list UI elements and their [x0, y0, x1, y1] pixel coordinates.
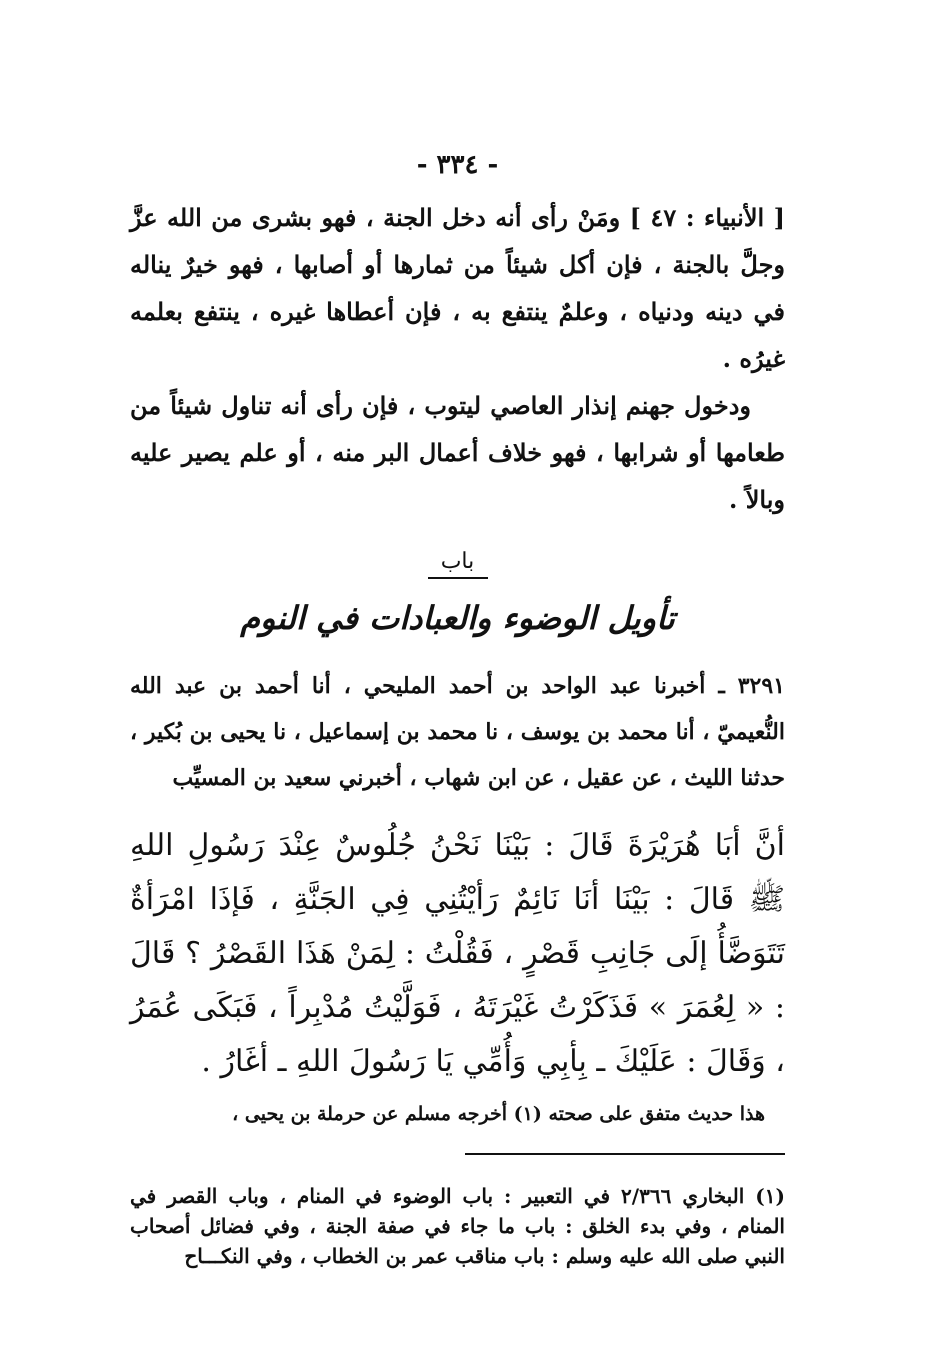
book-page	[130, 150, 785, 1271]
page-number: - ٣٣٤ -	[416, 150, 499, 180]
chapter-title: تأويل الوضوء والعبادات في النوم	[240, 599, 675, 637]
footnote: (١) البخاري ٢/٣٦٦ في التعبير : باب الوضوء في المنام ، وباب القصر في المنام ، وفي بدء الخلق : باب ما جاء في صفة الجنة ، وفي فضائل أصحاب النبي صلى الله عليه وسلم : باب مناقب عمر بن الخطاب ، وفي النكـــاح	[130, 1184, 785, 1268]
section-label-underline	[428, 577, 488, 579]
hadith-text: أنَّ أبَا هُرَيْرَةَ قَالَ : بَيْنَا نَحْنُ جُلُوسٌ عِنْدَ رَسُولِ اللهِ ﷺ قَالَ : بَيْنَا أنَا نَائِمٌ رَأيْتُنِي فِي الجَنَّةِ ، فَإذَا امْرَأةٌ تَتَوَضَّأُ إلَى جَانِبِ قَصْرٍ ، فَقُلْتُ : لِمَنْ هَذَا القَصْرُ ؟ قَالَ : « لِعُمَرَ » فَذَكَرْتُ غَيْرَتَهُ ، فَوَلَّيْتُ مُدْبِراً ، فَبَكَى عُمَرُ ، وَقَالَ : عَلَيْكَ ـ بِأبِي وَأُمِّي يَا رَسُولَ اللهِ ـ أغَارُ .	[130, 828, 785, 1079]
section-label	[130, 547, 785, 579]
hadith-isnad: ٣٢٩١ ـ أخبرنا عبد الواحد بن أحمد المليحي ، أنا أحمد بن عبد الله النُّعيميّ ، أنا محمد بن يوسف ، نا محمد بن إسماعيل ، نا يحيى بن بُكير ، حدثنا الليث ، عن عقيل ، عن ابن شهاب ، أخبرني سعيد بن المسيِّب	[130, 673, 785, 791]
paragraph-paradise-interpretation: [ الأنبياء : ٤٧ ] ومَنْ رأى أنه دخل الجنة ، فهو بشرى من الله عزَّ وجلَّ بالجنة ، فإن أكل شيئاً من ثمارها أو أصابها ، فهو خيرٌ يناله في دينه ودنياه ، وعلمٌ ينتفع به ، فإن أعطاها غيره ، ينتفع بعلمه غيرُه .	[130, 203, 785, 373]
footnote-divider	[465, 1153, 785, 1155]
hadith-authentication-note: هذا حديث متفق على صحته (١) أخرجه مسلم عن حرملة بن يحيى ،	[232, 1103, 765, 1125]
section-label-text: باب	[440, 549, 475, 574]
paragraph-hell-interpretation: ودخول جهنم إنذار العاصي ليتوب ، فإن رأى أنه تناول شيئاً من طعامها أو شرابها ، فهو خلاف أعمال البر منه ، أو علم يصير عليه وبالاً .	[130, 391, 785, 514]
